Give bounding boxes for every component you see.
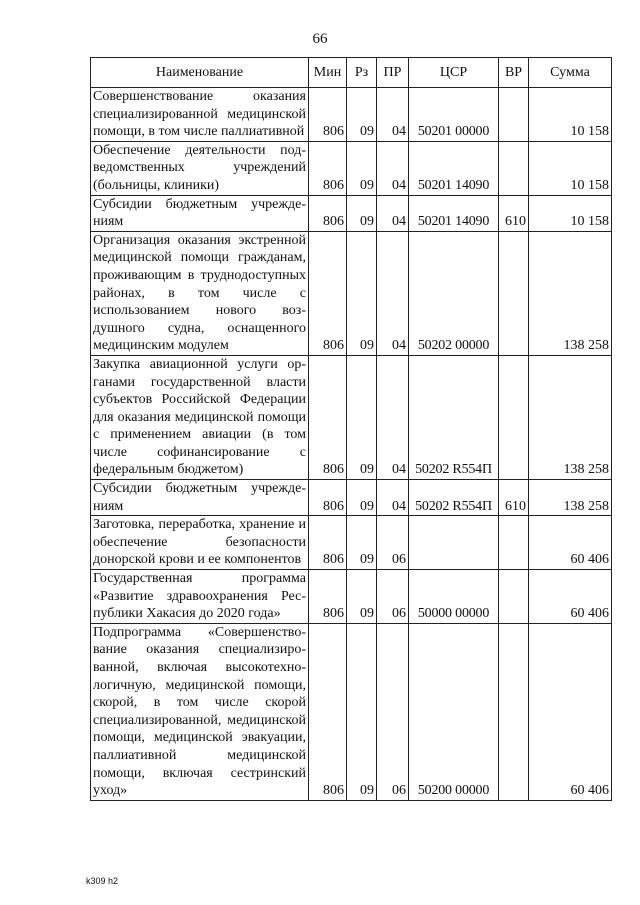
row-sum: 60 406 xyxy=(529,570,612,624)
row-rz: 09 xyxy=(347,516,377,570)
row-sum: 60 406 xyxy=(529,516,612,570)
row-sum: 138 258 xyxy=(529,231,612,355)
header-csr: ЦСР xyxy=(409,58,499,88)
row-csr: 50201 14090 xyxy=(409,195,499,231)
row-name: Субсидии бюджетным учреждениям xyxy=(91,195,309,231)
row-vr: 610 xyxy=(499,195,529,231)
row-pr: 04 xyxy=(377,141,409,195)
row-sum: 10 158 xyxy=(529,88,612,142)
row-vr xyxy=(499,516,529,570)
row-sum: 10 158 xyxy=(529,195,612,231)
budget-table xyxy=(90,57,612,801)
row-rz: 09 xyxy=(347,570,377,624)
row-rz: 09 xyxy=(347,355,377,479)
row-csr: 50202 00000 xyxy=(409,231,499,355)
table-row xyxy=(91,570,612,624)
row-pr: 04 xyxy=(377,195,409,231)
row-rz: 09 xyxy=(347,141,377,195)
row-min: 806 xyxy=(309,88,347,142)
row-csr: 50201 00000 xyxy=(409,88,499,142)
row-name: Подпрограмма «Совершенствование оказания специализированной, включая высокотехнологичную, медицинской помощи, скорой, в том числе скорой специализированной, медицинской помощи, медицинской эвакуации, паллиативной медицинской помощи, включая сестринский уход» xyxy=(91,623,309,800)
row-csr: 50000 00000 xyxy=(409,570,499,624)
header-vr: ВР xyxy=(499,58,529,88)
header-sum: Сумма xyxy=(529,58,612,88)
row-pr: 04 xyxy=(377,355,409,479)
header-rz: Рз xyxy=(347,58,377,88)
table-row xyxy=(91,141,612,195)
row-rz: 09 xyxy=(347,88,377,142)
row-csr: 50202 R554П xyxy=(409,355,499,479)
row-vr xyxy=(499,141,529,195)
row-rz: 09 xyxy=(347,623,377,800)
row-name: Совершенствование оказания специализированной медицинской помощи, в том числе паллиативной xyxy=(91,88,309,142)
table-row xyxy=(91,195,612,231)
row-min: 806 xyxy=(309,355,347,479)
row-sum: 60 406 xyxy=(529,623,612,800)
header-pr: ПР xyxy=(377,58,409,88)
row-csr: 50201 14090 xyxy=(409,141,499,195)
row-min: 806 xyxy=(309,231,347,355)
table-row xyxy=(91,88,612,142)
table-row xyxy=(91,355,612,479)
header-name: Наименование xyxy=(91,58,309,88)
row-name: Закупка авиационной услуги органами государственной власти субъектов Российской Федерации для оказания медицинской помощи с применением авиации (в том числе софинансирование с федеральным бюджетом) xyxy=(91,355,309,479)
row-name: Обеспечение деятельности подведомственных учреждений (больницы, клиники) xyxy=(91,141,309,195)
row-vr xyxy=(499,570,529,624)
table-row xyxy=(91,623,612,800)
row-min: 806 xyxy=(309,141,347,195)
row-min: 806 xyxy=(309,516,347,570)
row-min: 806 xyxy=(309,623,347,800)
row-rz: 09 xyxy=(347,231,377,355)
header-min: Мин xyxy=(309,58,347,88)
row-name: Субсидии бюджетным учреждениям xyxy=(91,480,309,516)
row-csr xyxy=(409,516,499,570)
row-name: Государственная программа «Развитие здравоохранения Республики Хакасия до 2020 года» xyxy=(91,570,309,624)
row-vr: 610 xyxy=(499,480,529,516)
table-row xyxy=(91,516,612,570)
table-row xyxy=(91,480,612,516)
row-pr: 06 xyxy=(377,623,409,800)
row-min: 806 xyxy=(309,195,347,231)
row-rz: 09 xyxy=(347,195,377,231)
row-name: Организация оказания экстренной медицинской помощи гражданам, проживающим в труднодоступных районах, в том числе с использованием нового воздушного судна, оснащенного медицинским модулем xyxy=(91,231,309,355)
row-csr: 50202 R554П xyxy=(409,480,499,516)
row-vr xyxy=(499,355,529,479)
table-row xyxy=(91,231,612,355)
row-vr xyxy=(499,231,529,355)
page-number: 66 xyxy=(312,31,328,47)
row-pr: 04 xyxy=(377,480,409,516)
row-sum: 138 258 xyxy=(529,480,612,516)
footer-code: k309 h2 xyxy=(86,876,119,886)
row-vr xyxy=(499,623,529,800)
row-rz: 09 xyxy=(347,480,377,516)
row-sum: 138 258 xyxy=(529,355,612,479)
header-row xyxy=(91,58,612,88)
row-vr xyxy=(499,88,529,142)
row-min: 806 xyxy=(309,480,347,516)
row-pr: 06 xyxy=(377,570,409,624)
row-pr: 04 xyxy=(377,231,409,355)
row-pr: 06 xyxy=(377,516,409,570)
row-min: 806 xyxy=(309,570,347,624)
row-csr: 50200 00000 xyxy=(409,623,499,800)
row-name: Заготовка, переработка, хранение и обеспечение безопасности донорской крови и ее компонентов xyxy=(91,516,309,570)
row-sum: 10 158 xyxy=(529,141,612,195)
row-pr: 04 xyxy=(377,88,409,142)
